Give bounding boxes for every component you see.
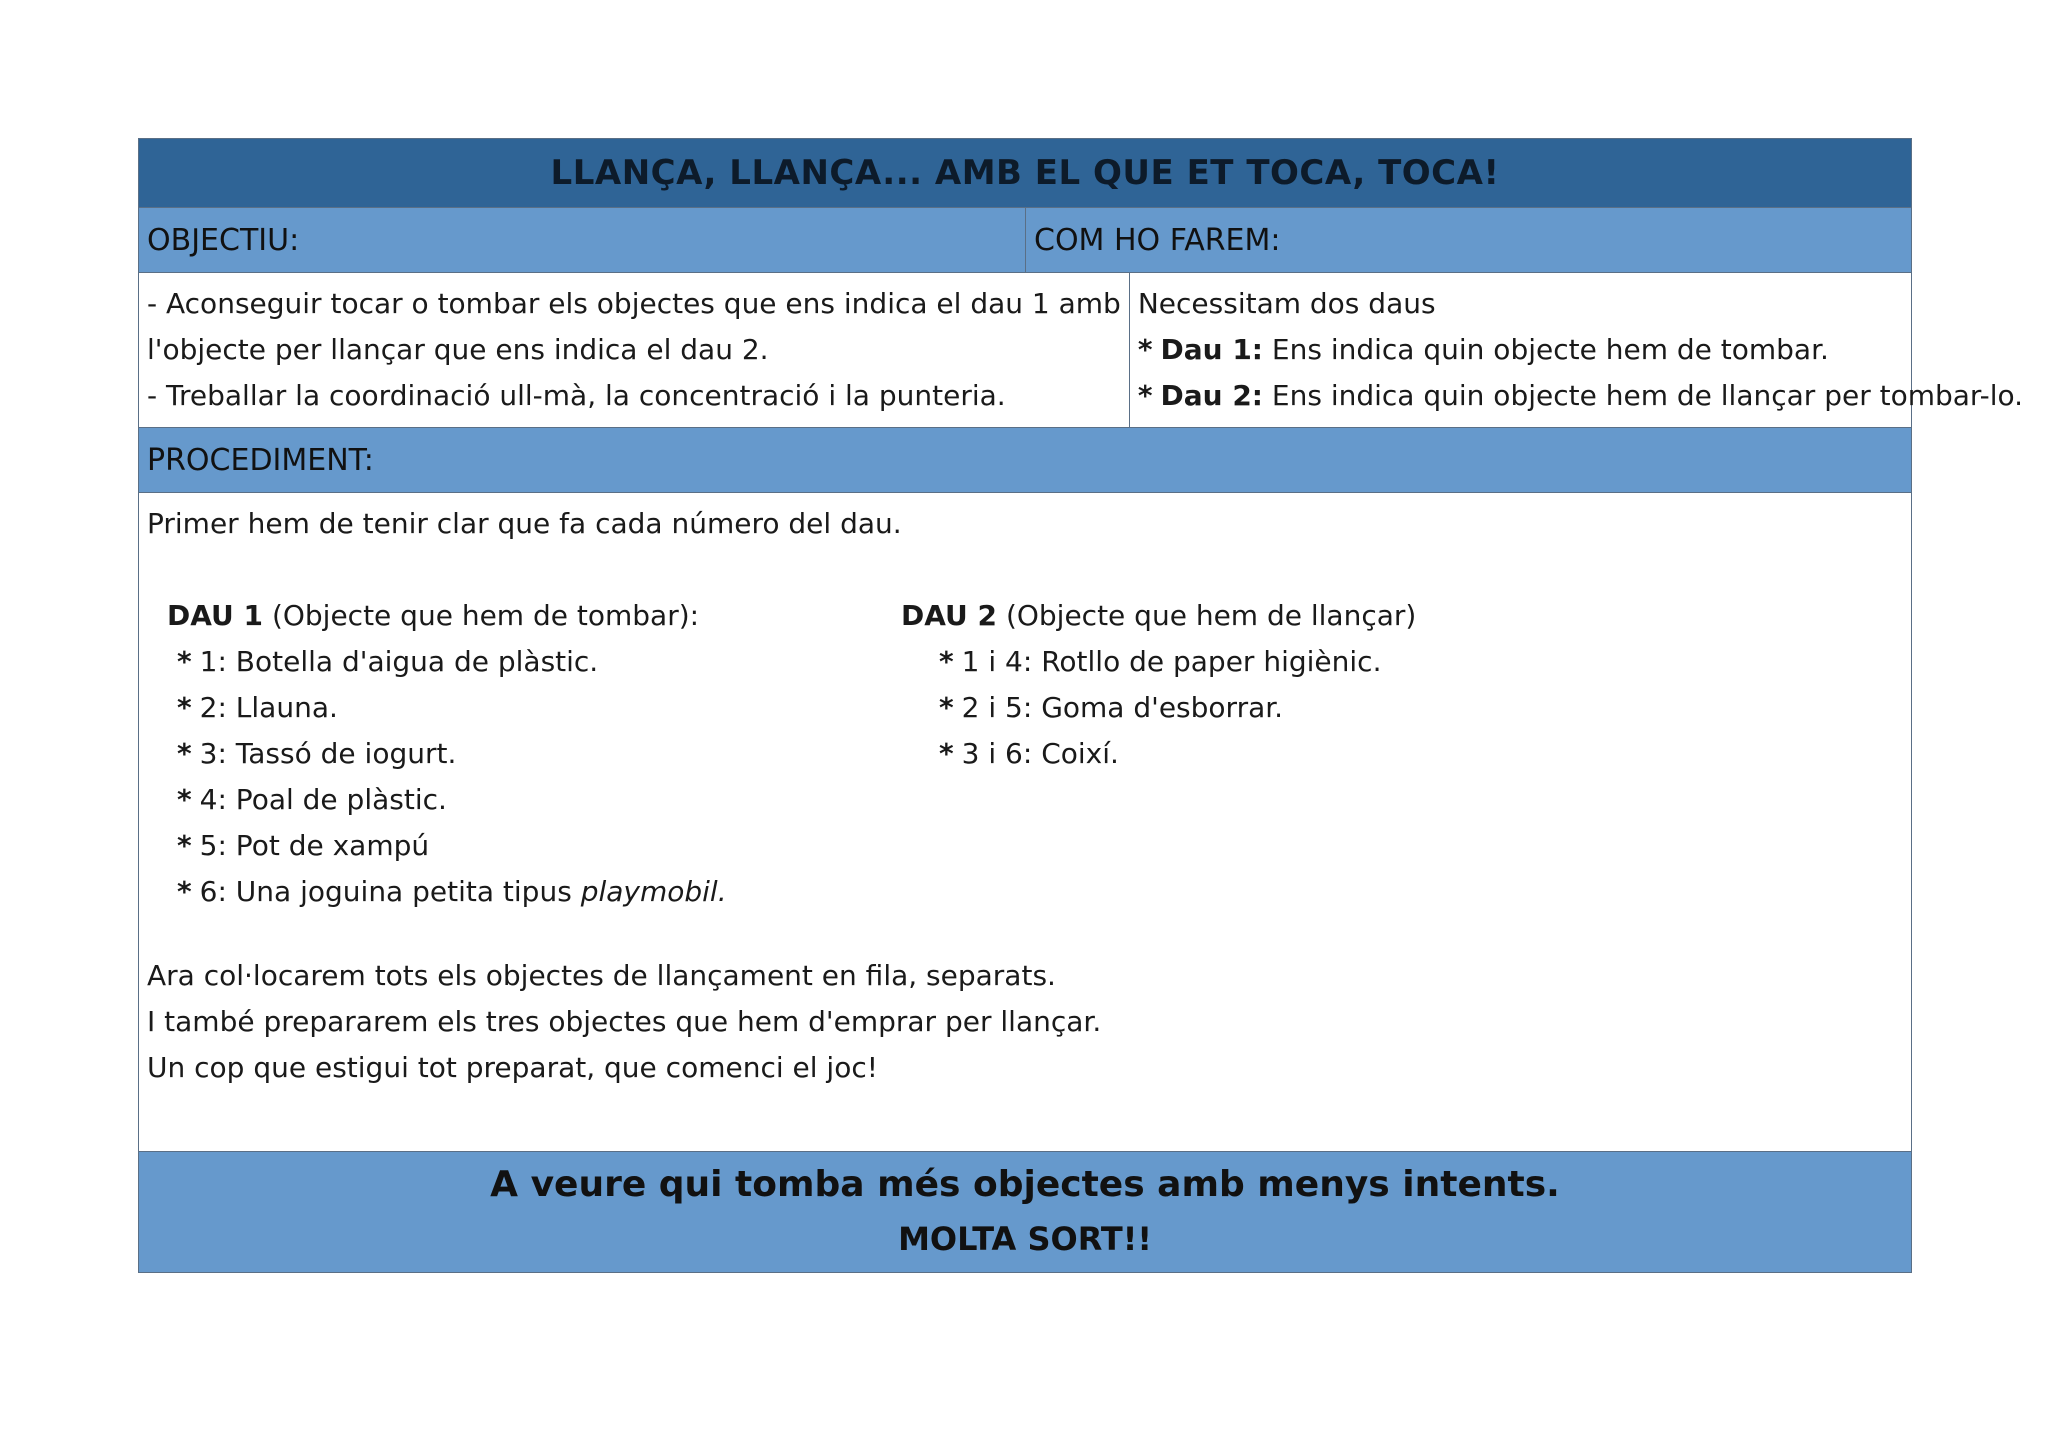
how-intro: Necessitam dos daus [1137,287,1436,320]
procedure-closing [147,953,1101,1091]
dau1-list [167,593,727,915]
procedure-intro: Primer hem de tenir clar que fa cada número del dau. [147,507,902,540]
dau1-item: 4: Poal de plàstic. [199,783,447,816]
list-item [901,639,1416,685]
objective-line: - Treballar la coordinació ull-mà, la concentració i la punteria. [147,379,1006,412]
closing-line: Un cop que estigui tot preparat, que comenci el joc! [147,1051,878,1084]
dau2-item: 1 i 4: Rotllo de paper higiènic. [961,645,1382,678]
dau1-item-italic: playmobil. [580,875,727,908]
dau1-item: 2: Llauna. [199,691,338,724]
how-item-text: Ens indica quin objecte hem de llançar per tombar-lo. [1271,379,2024,412]
asterisk-icon: * [939,737,954,770]
closing-line: Ara col·locarem tots els objectes de llançament en fila, separats. [147,959,1056,992]
list-item [167,869,727,915]
list-item [167,731,727,777]
dau2-list [901,593,1416,777]
dau2-title-label: DAU 2 [901,599,998,632]
procedure-header-label: PROCEDIMENT: [147,442,374,478]
asterisk-icon: * [177,829,192,862]
asterisk-icon: * [177,737,192,770]
asterisk-icon: * [939,691,954,724]
dau1-item: 5: Pot de xampú [199,829,430,862]
dau1-item: 1: Botella d'aigua de plàstic. [199,645,599,678]
list-item [167,639,727,685]
objective-header-label: OBJECTIU: [147,222,300,258]
activity-sheet [138,138,2024,1273]
dau1-title-desc: (Objecte que hem de tombar): [271,599,700,632]
asterisk-icon: * [177,691,192,724]
dau2-item: 2 i 5: Goma d'esborrar. [961,691,1284,724]
dau1-title [167,593,727,639]
procedure-header [139,428,1911,493]
section-body-row [139,273,2024,428]
page-title: LLANÇA, LLANÇA... AMB EL QUE ET TOCA, TOCA! [550,153,1500,193]
how-item-label: Dau 2: [1160,379,1263,412]
asterisk-icon: * [177,645,192,678]
footer-banner [139,1152,1911,1272]
dau2-title [901,593,1416,639]
objective-header [139,208,1025,272]
how-item [1138,327,2023,373]
how-item [1138,373,2023,419]
footer-good-luck: MOLTA SORT!! [898,1220,1152,1258]
dau1-item-prefix: 6: Una joguina petita tipus [199,875,572,908]
how-body [1129,273,2031,427]
dau2-item: 3 i 6: Coixí. [961,737,1119,770]
dau1-title-label: DAU 1 [167,599,264,632]
asterisk-icon: * [177,783,192,816]
list-item [167,685,727,731]
objective-body [139,273,1129,427]
procedure-body [139,493,1911,1152]
dau1-item: 3: Tassó de iogurt. [199,737,457,770]
how-item-label: Dau 1: [1160,333,1263,366]
footer-message: A veure qui tomba més objectes amb menys intents. [490,1164,1560,1205]
dau2-title-desc: (Objecte que hem de llançar) [1005,599,1417,632]
asterisk-icon: * [1137,379,1153,412]
asterisk-icon: * [177,875,192,908]
list-item [167,777,727,823]
how-header-label: COM HO FAREM: [1034,222,1281,258]
how-header [1025,208,1911,272]
objective-line: - Aconseguir tocar o tombar els objectes que ens indica el dau 1 amb [147,287,1121,320]
title-bar [139,139,1911,208]
list-item [901,685,1416,731]
how-item-text: Ens indica quin objecte hem de tombar. [1271,333,1829,366]
section-header-row [139,208,1911,273]
objective-line: l'objecte per llançar que ens indica el dau 2. [147,333,769,366]
list-item [167,823,727,869]
asterisk-icon: * [1137,333,1153,366]
list-item [901,731,1416,777]
asterisk-icon: * [939,645,954,678]
closing-line: I també prepararem els tres objectes que hem d'emprar per llançar. [147,1005,1102,1038]
